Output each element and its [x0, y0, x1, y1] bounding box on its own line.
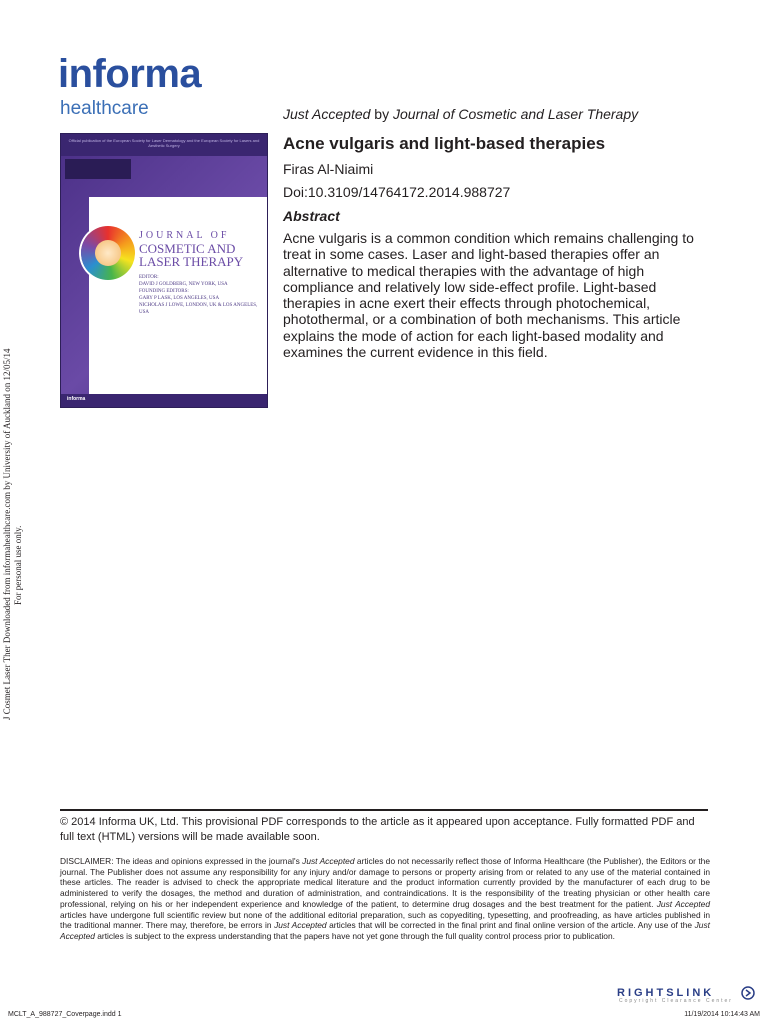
journal-name: Journal of Cosmetic and Laser Therapy [393, 106, 639, 122]
cover-top-line: Official publication of the European Society for Laser Dermatology and the European Society for Lasers and Aesthetic Surgery [68, 138, 260, 148]
cover-editors [139, 274, 267, 316]
disclaimer-part: articles is subject to the express understanding that the papers have not yet gone through the full quality control process prior to publication. [94, 930, 615, 941]
rightslink-logo[interactable]: RIGHTSLINK [617, 987, 715, 999]
disclaimer-italic: Just Accepted [656, 898, 710, 909]
cover-title-line2: COSMETIC AND [139, 240, 236, 256]
article-title: Acne vulgaris and light-based therapies [283, 134, 606, 153]
cover-founder-2: NICHOLAS J LOWE, LONDON, UK & LOS ANGELES, USA [139, 303, 258, 315]
healthcare-logo-text: healthcare [60, 98, 149, 119]
article-doi: Doi:10.3109/14764172.2014.988727 [283, 184, 511, 200]
copyright-notice: © 2014 Informa UK, Ltd. This provisional PDF corresponds to the article as it appeared upon acceptance. Fully formatted PDF and full text (HTML) versions will be made available soon. [60, 816, 695, 843]
cover-face-icon [95, 240, 121, 266]
just-accepted-label: Just Accepted [283, 106, 371, 122]
download-watermark [2, 348, 23, 720]
informa-logo: informa [58, 52, 202, 96]
cover-founder-1: GARY P LASK, LOS ANGELES, USA [139, 296, 220, 301]
cover-society-logos [65, 159, 131, 179]
footer-divider [60, 809, 708, 811]
disclaimer-italic: Just Accepted [302, 856, 355, 866]
disclaimer-part: articles have undergone full scientific review but none of the additional editorial preparation, such as copyediting, typesetting, and proofreading, as have articles published in the traditional manner. There may, therefore, be errors in [60, 909, 710, 931]
article-author: Firas Al-Niaimi [283, 161, 374, 177]
cover-founding-label: FOUNDING EDITORS: [139, 289, 189, 294]
abstract-body: Acne vulgaris is a common condition which remains challenging to treat in some cases. Laser and light-based therapies offer an alternative to medical therapies with the advantage of high compliance and relatively low side-effect profile. Light-based therapies in acne exert their effects through photochemical, photothermal, or a combination of both mechanisms. This article explains the mode of action for each light-based modality and examines the current evidence in this field. [283, 230, 694, 361]
download-watermark-line1: J Cosmet Laser Ther Downloaded from informahealthcare.com by University of Auckland on 12/05/14 [2, 348, 12, 720]
cover-bottom-band [61, 394, 267, 407]
download-watermark-line2: For personal use only. [13, 525, 23, 605]
disclaimer-part: articles do not necessarily reflect those of Informa Healthcare (the Publisher), the Editors or the journal. The Publisher does not assume any responsibility for any injury and/or damage to persons or property arising from or related to any use of the material contained in these articles. The reader is advised to check the appropriate medical literature and the product information currently provided by the manufacturer of each drug to be administered to verify the dosages, the method and duration of administration, and contraindications. It is the responsibility of the treating physician or other health care professional, relying on his or her independent experience and knowledge of the patient, to determine drug dosages and the best treatment for the patient. [60, 856, 710, 909]
just-accepted-line [283, 106, 638, 122]
rightslink-arrow-icon [741, 986, 755, 1000]
disclaimer-italic: Just Accepted [274, 920, 327, 931]
cover-journal-title [139, 231, 268, 269]
timestamp-slug: 11/19/2014 10:14:43 AM [684, 1011, 760, 1018]
disclaimer-italic: Just Accepted [60, 920, 710, 941]
disclaimer-part: articles that will be corrected in the final print and final online version of the article. Any use of the [326, 920, 695, 931]
cover-title-line3: LASER THERAPY [139, 254, 244, 270]
disclaimer-text [60, 856, 710, 942]
cover-publisher-logo: informa [67, 396, 86, 402]
cover-title-line1: JOURNAL OF [139, 230, 230, 241]
file-slug: MCLT_A_988727_Coverpage.indd 1 [8, 1011, 122, 1018]
disclaimer-part: DISCLAIMER: The ideas and opinions expressed in the journal's [60, 856, 303, 866]
journal-cover-image [60, 133, 268, 408]
cover-editor-label: EDITOR: [139, 275, 159, 280]
abstract-heading: Abstract [283, 208, 340, 224]
cover-editor-name: DAVID J GOLDBERG, NEW YORK, USA [139, 282, 228, 287]
by-text: by [370, 106, 393, 122]
rightslink-subtitle: Copyright Clearance Center [619, 998, 733, 1004]
